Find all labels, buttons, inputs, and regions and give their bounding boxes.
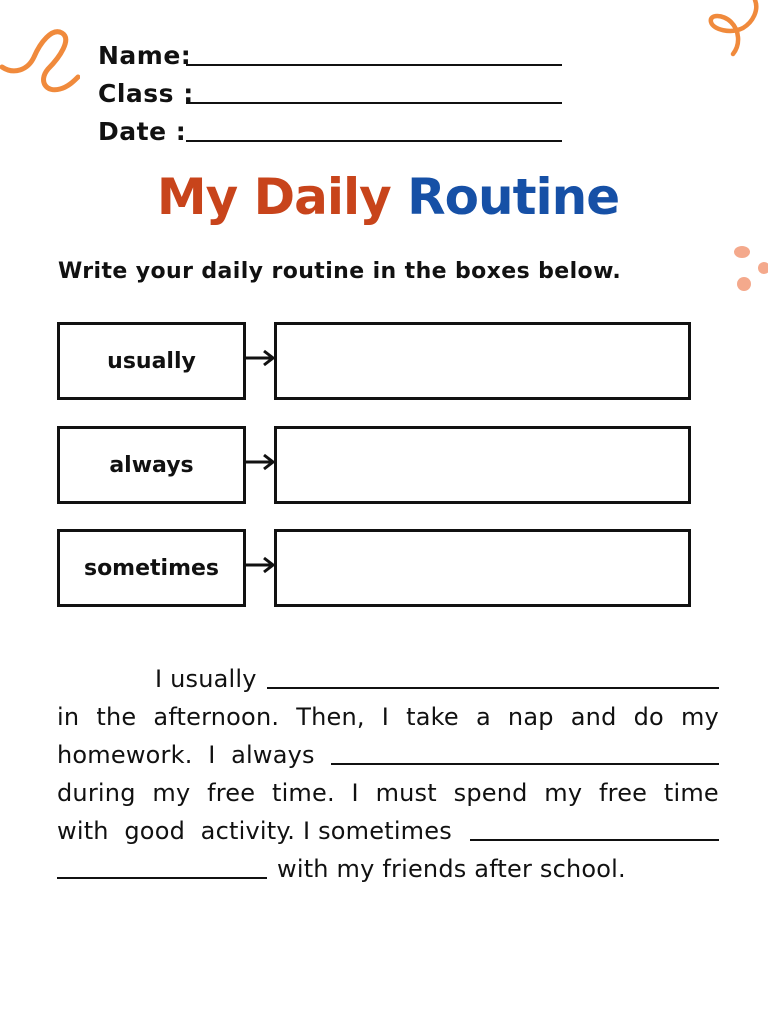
paragraph-text: homework. I always: [57, 741, 315, 769]
routine-label-box: always: [57, 426, 246, 504]
arrow-right-icon: [245, 349, 275, 367]
paragraph-word: spend: [453, 779, 528, 807]
fill-in-paragraph: [57, 660, 719, 888]
routine-row-usually: [57, 322, 691, 399]
date-label: Date :: [98, 117, 187, 146]
arrow-right-icon: [245, 556, 275, 574]
title-word-2: Routine: [407, 168, 620, 226]
paragraph-word: do: [633, 703, 664, 731]
student-info-fields: [98, 32, 562, 146]
class-field: [98, 70, 562, 108]
name-line[interactable]: [186, 40, 562, 66]
routine-answer-box[interactable]: [274, 322, 691, 400]
paragraph-word: free: [599, 779, 648, 807]
paragraph-word: I: [381, 703, 390, 731]
name-label: Name:: [98, 41, 192, 70]
paragraph-word: during: [57, 779, 136, 807]
paragraph-word: nap: [507, 703, 554, 731]
fill-in-blank[interactable]: [331, 736, 719, 765]
routine-label-box: sometimes: [57, 529, 246, 607]
paragraph-word: must: [375, 779, 437, 807]
paragraph-word: Then,: [296, 703, 365, 731]
paragraph-line: [57, 660, 719, 698]
date-line[interactable]: [186, 116, 562, 142]
paragraph-word: a: [475, 703, 491, 731]
paragraph-word: in: [57, 703, 80, 731]
paragraph-line: [57, 812, 719, 850]
paragraph-word: I: [351, 779, 359, 807]
routine-answer-box[interactable]: [274, 529, 691, 607]
fill-in-blank[interactable]: [57, 850, 267, 879]
paragraph-text: with good activity. I sometimes: [57, 817, 452, 845]
dots-decoration: [730, 242, 768, 297]
routine-row-always: [57, 426, 691, 503]
class-line[interactable]: [186, 78, 562, 104]
paragraph-word: afternoon.: [153, 703, 280, 731]
name-field: [98, 32, 562, 70]
paragraph-text: I usually: [155, 665, 257, 693]
class-label: Class :: [98, 79, 194, 108]
routine-answer-box[interactable]: [274, 426, 691, 504]
paragraph-word: time.: [271, 779, 335, 807]
routine-row-sometimes: [57, 529, 691, 606]
fill-in-blank[interactable]: [470, 812, 719, 841]
page-title: [0, 168, 768, 226]
paragraph-word: take: [406, 703, 459, 731]
paragraph-word: the: [96, 703, 137, 731]
paragraph-line: [57, 774, 719, 812]
paragraph-word: time: [663, 779, 719, 807]
paragraph-word: free: [207, 779, 256, 807]
routine-label-box: usually: [57, 322, 246, 400]
squiggle-top-left-decoration: [0, 25, 80, 95]
paragraph-word: my: [680, 703, 719, 731]
paragraph-word: my: [544, 779, 583, 807]
squiggle-top-right-decoration: [705, 0, 768, 62]
fill-in-blank[interactable]: [267, 660, 719, 689]
paragraph-word: my: [152, 779, 191, 807]
paragraph-line: [57, 698, 719, 736]
date-field: [98, 108, 562, 146]
instruction-text: Write your daily routine in the boxes below.: [58, 259, 622, 284]
title-word-1: My Daily: [156, 168, 391, 226]
paragraph-word: and: [570, 703, 617, 731]
arrow-right-icon: [245, 453, 275, 471]
paragraph-line: [57, 850, 719, 888]
paragraph-text: with my friends after school.: [277, 855, 626, 883]
paragraph-line: [57, 736, 719, 774]
